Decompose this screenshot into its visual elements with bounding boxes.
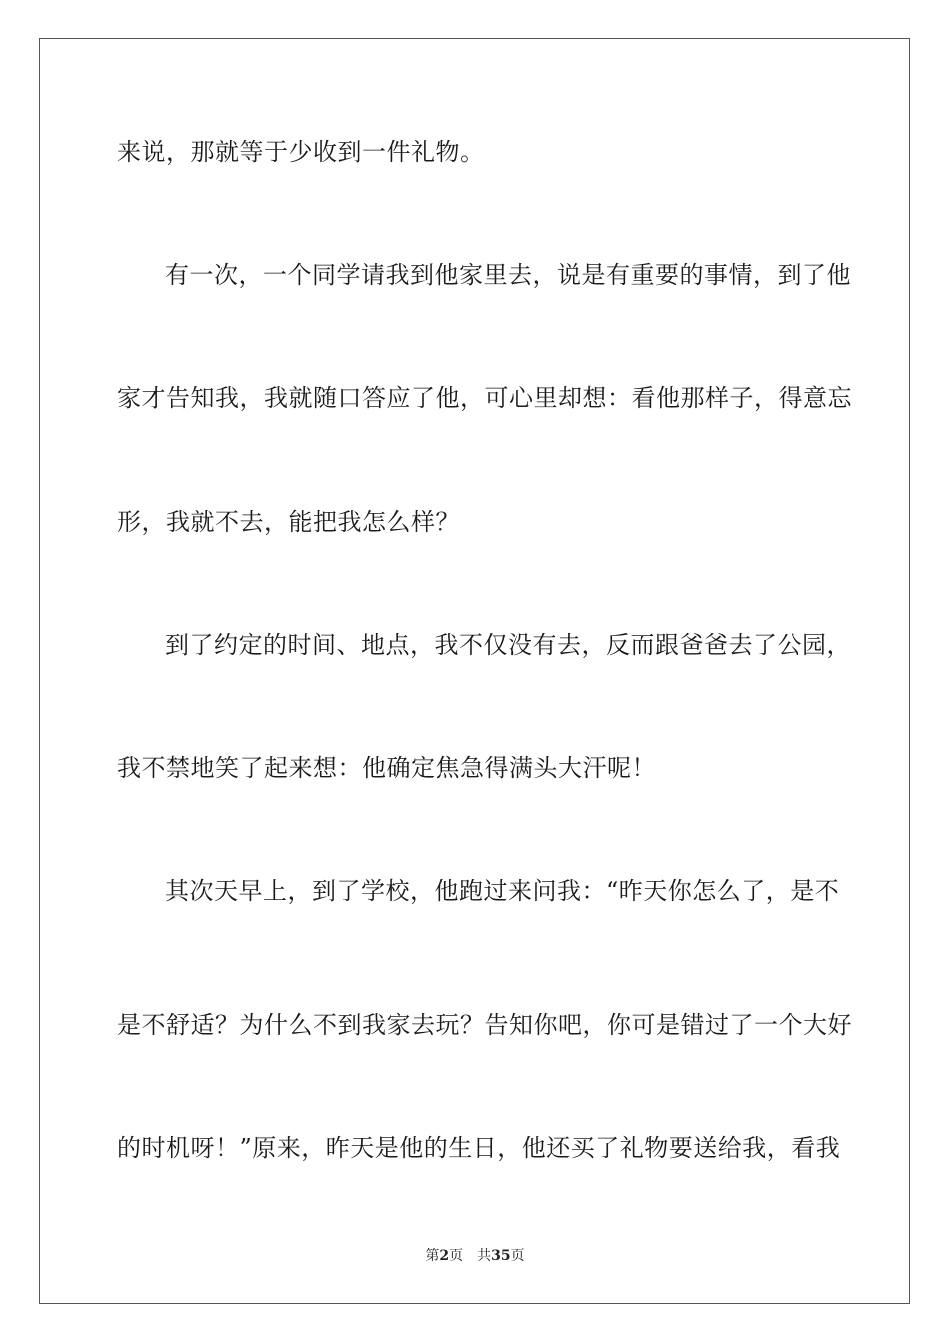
page-prefix: 第 — [425, 1248, 440, 1264]
total-pages: 35 — [491, 1248, 511, 1264]
text-line-6: 我不禁地笑了起来想：他确定焦急得满头大汗呢！ — [117, 754, 656, 782]
total-suffix: 页 — [510, 1248, 525, 1264]
text-line-7: 其次天早上，到了学校，他跑过来问我：“昨天你怎么了，是不 — [165, 877, 840, 905]
page-suffix: 页 — [449, 1248, 464, 1264]
text-line-9: 的时机呀！”原来，昨天是他的生日，他还买了礼物要送给我，看我 — [117, 1134, 841, 1162]
text-line-1: 来说，那就等于少收到一件礼物。 — [117, 138, 485, 166]
text-line-3: 家才告知我，我就随口答应了他，可心里却想：看他那样子，得意忘 — [117, 384, 852, 412]
page-footer — [0, 1246, 950, 1266]
text-line-2: 有一次，一个同学请我到他家里去，说是有重要的事情，到了他 — [165, 261, 851, 289]
text-line-8: 是不舒适？为什么不到我家去玩？告知你吧，你可是错过了一个大好 — [117, 1011, 852, 1039]
text-line-4: 形，我就不去，能把我怎么样？ — [117, 508, 460, 536]
text-line-5: 到了约定的时间、地点，我不仅没有去，反而跟爸爸去了公园， — [165, 631, 851, 659]
total-prefix: 共 — [477, 1248, 492, 1264]
page-number: 2 — [439, 1248, 450, 1264]
page-border — [39, 38, 910, 1304]
